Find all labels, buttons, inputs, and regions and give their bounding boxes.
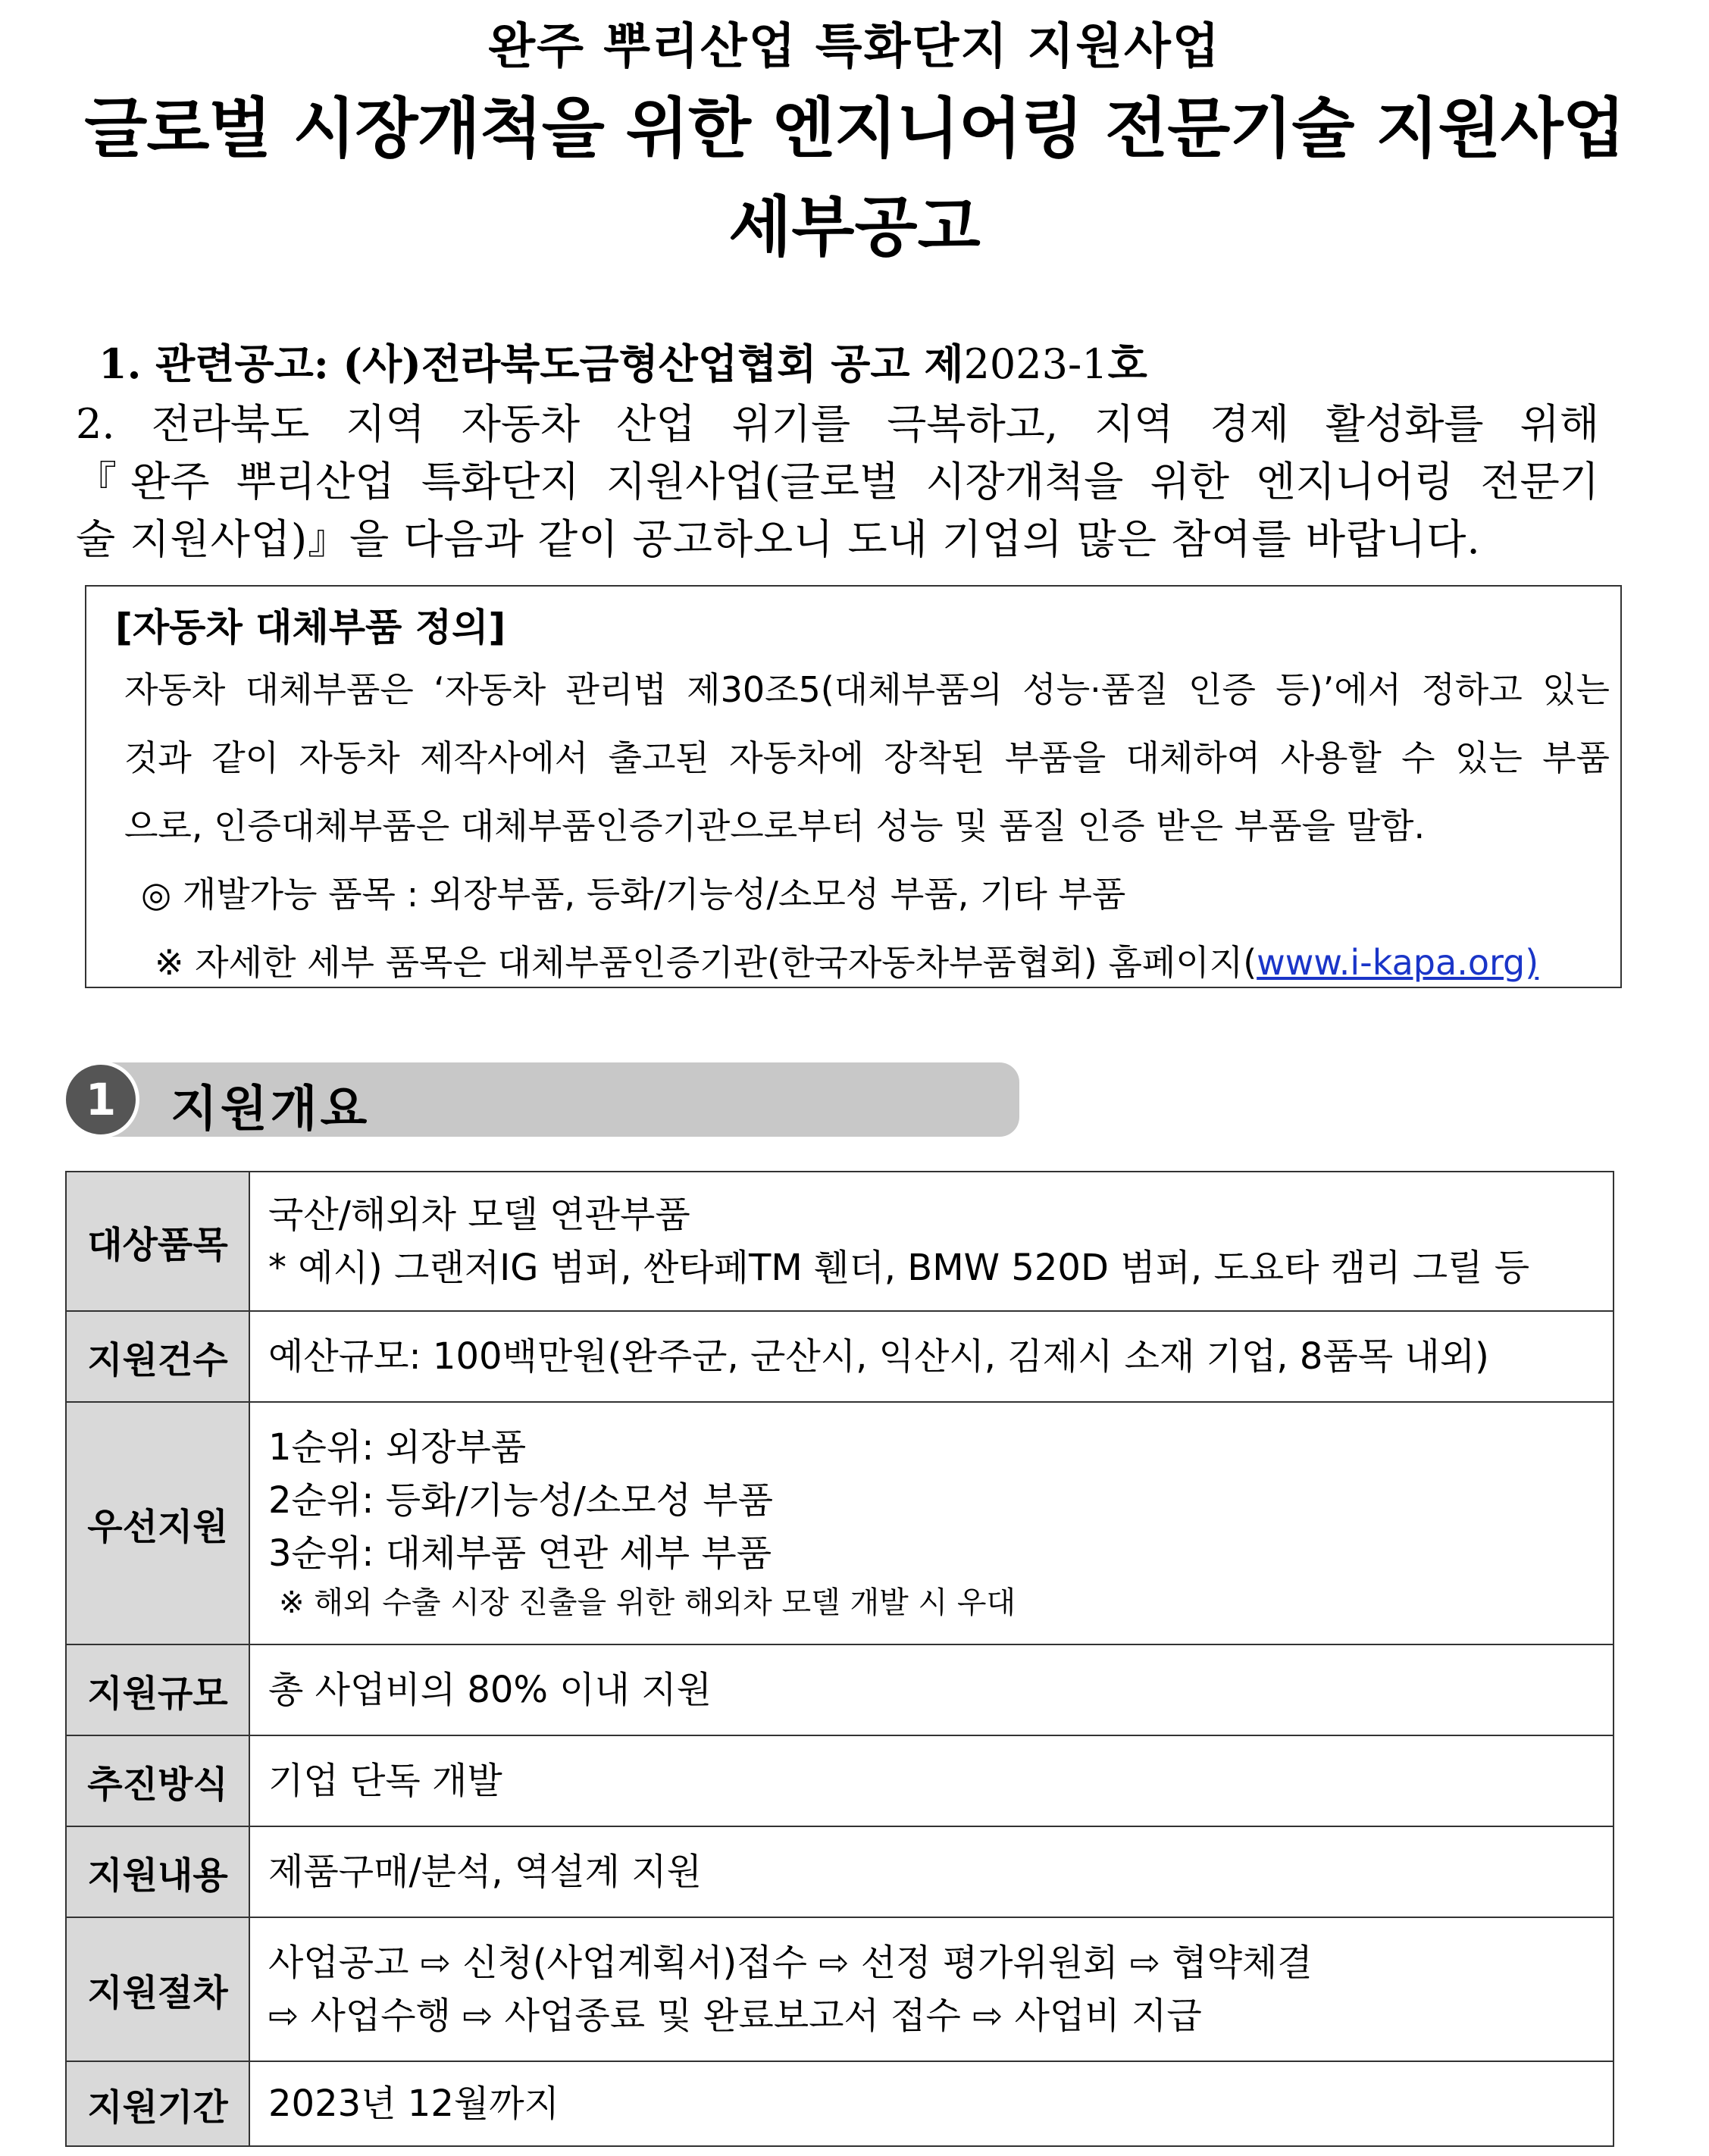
header-subtitle: 완주 뿌리산업 특화단지 지원사업 [488,19,1221,75]
kapa-homepage-link[interactable]: www.i-kapa.org) [1257,942,1539,983]
intro-item-1-number: 2023-1 [963,340,1108,388]
table-row [66,1644,1614,1735]
row-content-procedure [249,1917,1614,2061]
definition-line-3: 으로, 인증대체부품은 대체부품인증기관으로부터 성능 및 품질 인증 받은 부품을 말함. [124,806,1426,846]
row-content-period [249,2061,1614,2146]
cell-line: 사업공고 ⇨ 신청(사업계획서)접수 ⇨ 선정 평가위원회 ⇨ 협약체결 [268,1942,1313,1984]
table-row [66,1172,1614,1311]
definition-title: [자동차 대체부품 정의] [115,605,506,649]
section-title: 지원개요 [171,1081,371,1137]
cell-line: 국산/해외차 모델 연관부품 [268,1194,690,1236]
row-content-priority-support [249,1402,1614,1644]
row-header-procedure: 지원절차 [66,1917,249,2061]
intro-item-2-line2: 『완주 뿌리산업 특화단지 지원사업(글로벌 시장개척을 위한 엔지니어링 전문기 [76,458,1599,505]
row-content-support-scale [249,1644,1614,1735]
row-header-support-scale: 지원규모 [66,1644,249,1735]
definition-line-4: ◎ 개발가능 품목 : 외장부품, 등화/기능성/소모성 부품, 기타 부품 [141,874,1126,915]
cell-line: ⇨ 사업수행 ⇨ 사업종료 및 완료보고서 접수 ⇨ 사업비 지급 [268,1995,1202,2037]
row-header-priority-support: 우선지원 [66,1402,249,1644]
cell-line: 1순위: 외장부품 [268,1426,527,1469]
cell-line: 2순위: 등화/기능성/소모성 부품 [268,1479,773,1522]
cell-line: 총 사업비의 80% 이내 지원 [268,1669,712,1711]
intro-item-2-line1: 2. 전라북도 지역 자동차 산업 위기를 극복하고, 지역 경제 활성화를 위해 [76,400,1599,448]
cell-line: 기업 단독 개발 [268,1760,502,1802]
table-row [66,1826,1614,1917]
cell-line: * 예시) 그랜저IG 범퍼, 싼타페TM 휀더, BMW 520D 범퍼, 도요타 캠리 그릴 등 [268,1247,1530,1289]
definition-line-1: 자동차 대체부품은 ‘자동차 관리법 제30조5(대체부품의 성능·품질 인증 등)’에서 정하고 있는 [124,669,1610,710]
row-content-support-count [249,1311,1614,1402]
definition-line-5 [155,935,1640,985]
cell-line: 제품구매/분석, 역설계 지원 [268,1851,702,1893]
page-title: 글로벌 시장개척을 위한 엔지니어링 전문기술 지원사업 [84,91,1625,167]
row-content-support-content [249,1826,1614,1917]
support-overview-table [65,1171,1614,2147]
row-header-support-count: 지원건수 [66,1311,249,1402]
row-header-period: 지원기간 [66,2061,249,2146]
row-header-method: 추진방식 [66,1735,249,1826]
row-header-target-items: 대상품목 [66,1172,249,1311]
cell-line: 3순위: 대체부품 연관 세부 부품 [268,1532,772,1575]
table-row [66,2061,1614,2146]
section-number-badge: 1 [62,1061,139,1138]
intro-item-1 [99,332,1147,390]
intro-item-2-line3: 술 지원사업)』을 다음과 같이 공고하오니 도내 기업의 많은 참여를 바랍니다. [76,515,1481,563]
cell-note: ※ 해외 수출 시장 진출을 위한 해외차 모델 개발 시 우대 [279,1585,1016,1620]
definition-line-2: 것과 같이 자동차 제작사에서 출고된 자동차에 장착된 부품을 대체하여 사용할 수 있는 부품 [124,737,1610,778]
definition-line-5-prefix: ※ 자세한 세부 품목은 대체부품인증기관(한국자동차부품협회) 홈페이지( [155,942,1257,983]
row-content-method [249,1735,1614,1826]
intro-item-1-suffix: 호 [1107,340,1147,388]
table-row [66,1402,1614,1644]
intro-item-1-label: 1. 관련공고: (사)전라북도금형산업협회 공고 제 [99,340,964,388]
row-content-target-items [249,1172,1614,1311]
table-row [66,1917,1614,2061]
definition-box [85,585,1622,988]
table-row [66,1311,1614,1402]
page-title-line2: 세부공고 [728,189,981,265]
table-row [66,1735,1614,1826]
cell-line: 예산규모: 100백만원(완주군, 군산시, 익산시, 김제시 소재 기업, 8품목 내외) [268,1335,1489,1378]
row-header-support-content: 지원내용 [66,1826,249,1917]
cell-line: 2023년 12월까지 [268,2082,559,2125]
